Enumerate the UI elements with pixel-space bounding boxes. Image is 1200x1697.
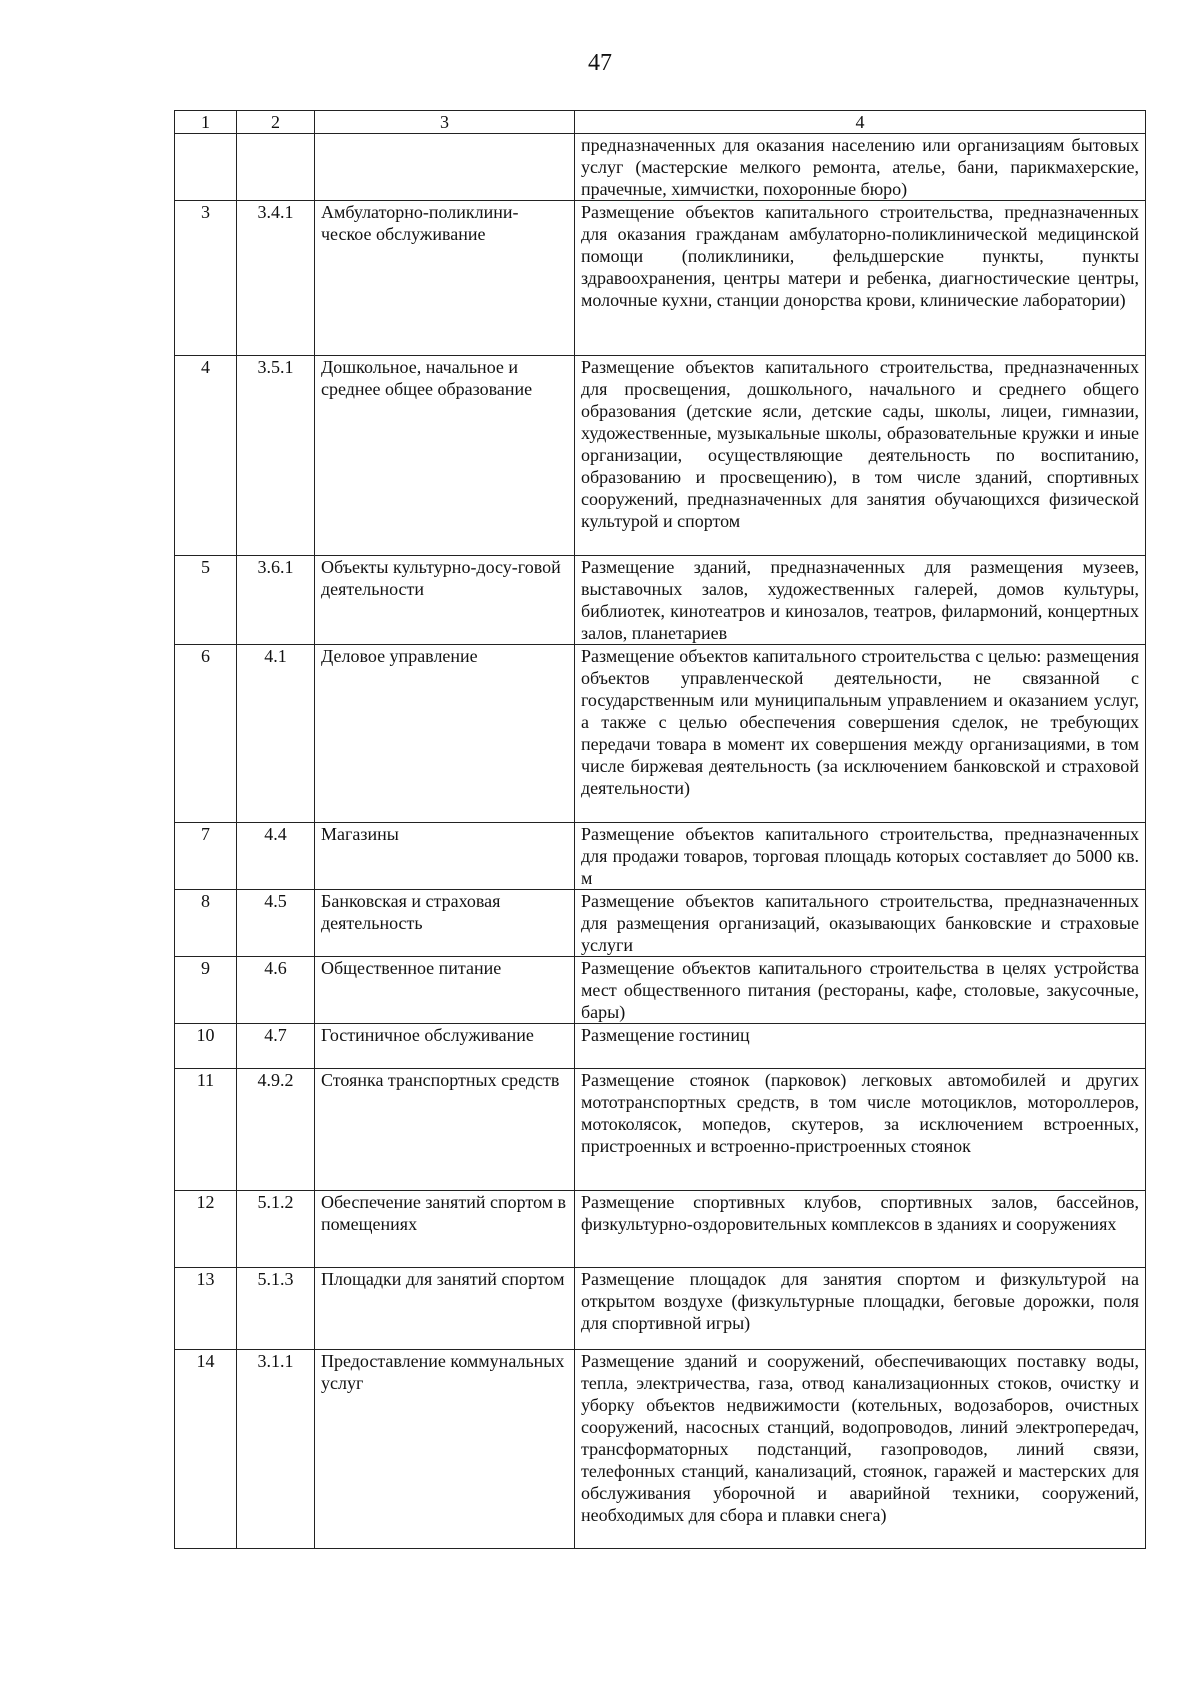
- row-code: 5.1.2: [237, 1191, 315, 1268]
- row-number: 14: [175, 1350, 237, 1549]
- table-row: [175, 1350, 1146, 1549]
- column-header-3: 3: [315, 111, 575, 134]
- table-header-row: [175, 111, 1146, 134]
- column-header-2: 2: [237, 111, 315, 134]
- table-row: [175, 1268, 1146, 1350]
- row-code: 4.5: [237, 890, 315, 957]
- table-row: [175, 134, 1146, 201]
- row-number: [175, 134, 237, 201]
- row-name: Гостиничное обслуживание: [315, 1024, 575, 1069]
- row-name: Амбулаторно-поликлини-ческое обслуживание: [315, 201, 575, 356]
- table-row: [175, 1024, 1146, 1069]
- row-description: Размещение объектов капитального строительства, предназначенных для оказания гражданам амбулаторно-поликлинической медицинской помощи (поликлиники, фельдшерские пункты, пункты здравоохранения, центры матери и ребенка, диагностические центры, молочные кухни, станции донорства крови, клинические лаборатории): [575, 201, 1146, 356]
- row-name: Общественное питание: [315, 957, 575, 1024]
- row-number: 4: [175, 356, 237, 556]
- row-name: Объекты культурно-досу-говой деятельности: [315, 556, 575, 645]
- row-number: 5: [175, 556, 237, 645]
- table-row: [175, 556, 1146, 645]
- row-number: 7: [175, 823, 237, 890]
- row-description: Размещение объектов капитального строительства, предназначенных для продажи товаров, торговая площадь которых составляет до 5000 кв. м: [575, 823, 1146, 890]
- row-description: Размещение гостиниц: [575, 1024, 1146, 1069]
- row-code: 3.1.1: [237, 1350, 315, 1549]
- row-code: 5.1.3: [237, 1268, 315, 1350]
- row-code: 3.5.1: [237, 356, 315, 556]
- row-description: Размещение стоянок (парковок) легковых автомобилей и других мототранспортных средств, в том числе мотоциклов, мотороллеров, мотоколясок, мопедов, скутеров, за исключением встроенных, пристроенных и встроенно-пристроенных стоянок: [575, 1069, 1146, 1191]
- row-name: Деловое управление: [315, 645, 575, 823]
- row-description: Размещение объектов капитального строительства с целью: размещения объектов управленческой деятельности, не связанной с государственным или муниципальным управлением и оказанием услуг, а также с целью обеспечения совершения сделок, не требующих передачи товара в момент их совершения между организациями, в том числе биржевая деятельность (за исключением банковской и страховой деятельности): [575, 645, 1146, 823]
- row-code: 3.6.1: [237, 556, 315, 645]
- row-code: 4.4: [237, 823, 315, 890]
- column-header-1: 1: [175, 111, 237, 134]
- row-code: 4.7: [237, 1024, 315, 1069]
- row-code: 3.4.1: [237, 201, 315, 356]
- table-row: [175, 823, 1146, 890]
- row-code: 4.9.2: [237, 1069, 315, 1191]
- row-description: Размещение объектов капитального строительства, предназначенных для просвещения, дошкольного, начального и среднего общего образования (детские ясли, детские сады, школы, лицеи, гимназии, художественные, музыкальные школы, образовательные кружки и иные организации, осуществляющие деятельность по воспитанию, образованию и просвещению), в том числе зданий, спортивных сооружений, предназначенных для занятия обучающихся физической культурой и спортом: [575, 356, 1146, 556]
- land-use-table: [174, 110, 1146, 1549]
- row-code: 4.1: [237, 645, 315, 823]
- row-description: Размещение объектов капитального строительства, предназначенных для размещения организаций, оказывающих банковские и страховые услуги: [575, 890, 1146, 957]
- row-name: Предоставление коммунальных услуг: [315, 1350, 575, 1549]
- row-code: [237, 134, 315, 201]
- row-name: Площадки для занятий спортом: [315, 1268, 575, 1350]
- row-description: Размещение площадок для занятия спортом и физкультурой на открытом воздухе (физкультурные площадки, беговые дорожки, поля для спортивной игры): [575, 1268, 1146, 1350]
- row-number: 9: [175, 957, 237, 1024]
- row-name: Стоянка транспортных средств: [315, 1069, 575, 1191]
- row-number: 6: [175, 645, 237, 823]
- row-name: [315, 134, 575, 201]
- row-number: 8: [175, 890, 237, 957]
- row-number: 3: [175, 201, 237, 356]
- row-name: Дошкольное, начальное и среднее общее образование: [315, 356, 575, 556]
- row-name: Магазины: [315, 823, 575, 890]
- row-description: предназначенных для оказания населению или организациям бытовых услуг (мастерские мелкого ремонта, ателье, бани, парикмахерские, прачечные, химчистки, похоронные бюро): [575, 134, 1146, 201]
- row-description: Размещение спортивных клубов, спортивных залов, бассейнов, физкультурно-оздоровительных комплексов в зданиях и сооружениях: [575, 1191, 1146, 1268]
- row-description: Размещение объектов капитального строительства в целях устройства мест общественного питания (рестораны, кафе, столовые, закусочные, бары): [575, 957, 1146, 1024]
- row-number: 11: [175, 1069, 237, 1191]
- row-number: 12: [175, 1191, 237, 1268]
- row-name: Банковская и страховая деятельность: [315, 890, 575, 957]
- row-number: 13: [175, 1268, 237, 1350]
- row-number: 10: [175, 1024, 237, 1069]
- table-row: [175, 890, 1146, 957]
- row-description: Размещение зданий, предназначенных для размещения музеев, выставочных залов, художественных галерей, домов культуры, библиотек, кинотеатров и кинозалов, театров, филармоний, концертных залов, планетариев: [575, 556, 1146, 645]
- table-row: [175, 201, 1146, 356]
- table-row: [175, 356, 1146, 556]
- table-row: [175, 1191, 1146, 1268]
- row-name: Обеспечение занятий спортом в помещениях: [315, 1191, 575, 1268]
- table-row: [175, 1069, 1146, 1191]
- page-number: 47: [588, 50, 612, 76]
- table-row: [175, 957, 1146, 1024]
- table-row: [175, 645, 1146, 823]
- row-description: Размещение зданий и сооружений, обеспечивающих поставку воды, тепла, электричества, газа, отвод канализационных стоков, очистку и уборку объектов недвижимости (котельных, водозаборов, очистных сооружений, насосных станций, водопроводов, линий электропередач, трансформаторных подстанций, газопроводов, линий связи, телефонных станций, канализаций, стоянок, гаражей и мастерских для обслуживания уборочной и аварийной техники, сооружений, необходимых для сбора и плавки снега): [575, 1350, 1146, 1549]
- row-code: 4.6: [237, 957, 315, 1024]
- column-header-4: 4: [575, 111, 1146, 134]
